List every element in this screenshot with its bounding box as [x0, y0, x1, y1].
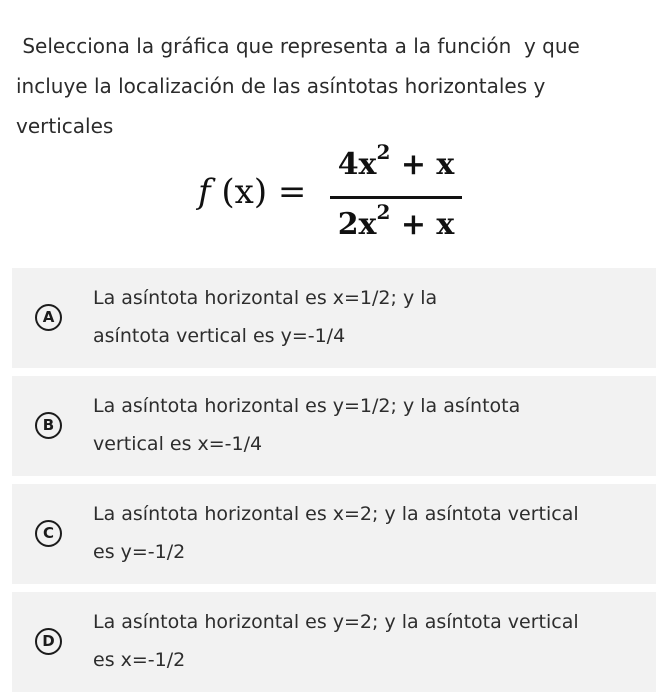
option-b-line-1: La asíntota horizontal es y=1/2; y la asíntota: [93, 395, 521, 417]
function-name: f: [198, 172, 211, 212]
option-d-line-1: La asíntota horizontal es y=2; y la asíntota vertical: [93, 611, 579, 633]
option-a-line-2: asíntota vertical es y=-1/4: [93, 325, 346, 347]
question-line-2: incluye la localización de las asíntotas horizontales y: [16, 74, 546, 98]
option-c-line-1: La asíntota horizontal es x=2; y la asíntota vertical: [93, 503, 579, 525]
option-a-text: [93, 279, 648, 355]
option-c[interactable]: [12, 484, 656, 584]
denominator-exponent: 2: [376, 200, 391, 224]
numerator-rest: + x: [390, 147, 455, 182]
option-b-text: [93, 387, 648, 463]
option-c-letter-badge: C: [35, 520, 62, 547]
option-d-line-2: es x=-1/2: [93, 649, 186, 671]
question-line-3: verticales: [16, 114, 114, 138]
option-d[interactable]: [12, 592, 656, 692]
option-c-line-2: es y=-1/2: [93, 541, 186, 563]
question-text: [16, 26, 646, 146]
denominator-base: 2x: [337, 207, 377, 242]
option-b-line-2: vertical es x=-1/4: [93, 433, 263, 455]
option-a-line-1: La asíntota horizontal es x=1/2; y la: [93, 287, 438, 309]
option-d-text: [93, 603, 648, 679]
formula-denominator: [330, 200, 462, 242]
formula-lhs-rest: (x) =: [210, 172, 307, 212]
numerator-base: 4x: [337, 147, 377, 182]
formula-lhs: [198, 172, 306, 212]
option-b-letter-badge: B: [35, 412, 62, 439]
option-b[interactable]: [12, 376, 656, 476]
option-d-letter-badge: D: [35, 628, 62, 655]
option-a[interactable]: [12, 268, 656, 368]
option-c-text: [93, 495, 648, 571]
numerator-exponent: 2: [376, 140, 391, 164]
formula-numerator: [330, 140, 462, 182]
option-a-letter-badge: A: [35, 304, 62, 331]
formula-fraction: [330, 140, 462, 252]
function-formula: [198, 140, 478, 252]
denominator-rest: + x: [390, 207, 455, 242]
fraction-bar: [330, 196, 462, 199]
question-line-1: Selecciona la gráfica que representa a la función y que: [16, 34, 580, 58]
